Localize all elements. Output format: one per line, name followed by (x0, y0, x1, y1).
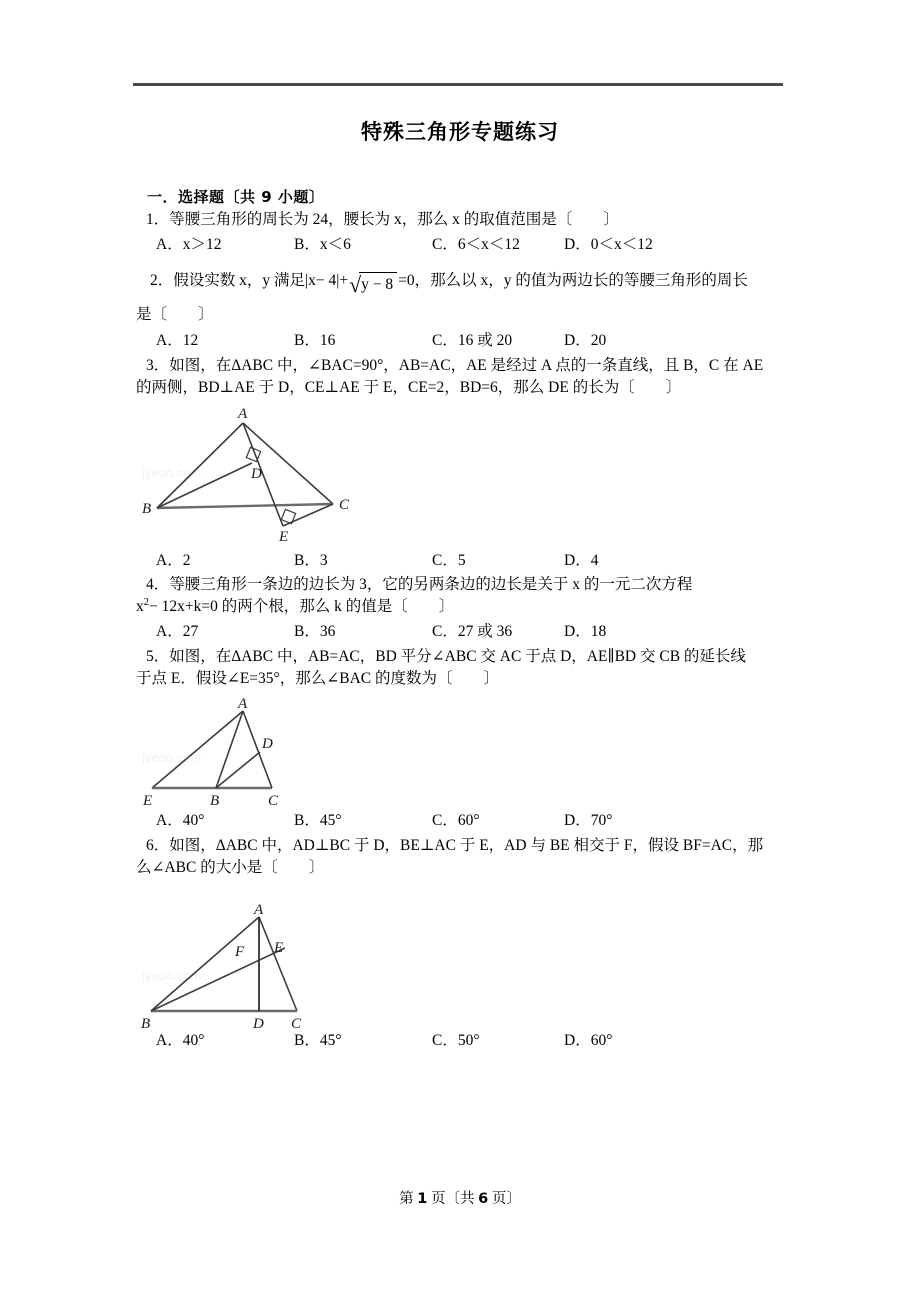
footer-prefix: 第 (399, 1191, 414, 1207)
option-c[interactable]: C．60° (432, 812, 480, 829)
vertex-label-e: E (274, 940, 284, 956)
vertex-label-d: D (253, 1016, 264, 1032)
option-d[interactable]: D．20 (564, 332, 607, 349)
figure-question-3 (140, 405, 370, 545)
option-b[interactable]: B．36 (294, 623, 336, 640)
radical-sign: √ (349, 272, 362, 297)
option-d[interactable]: D．0＜x＜12 (564, 236, 653, 253)
vertex-label-c: C (268, 793, 279, 809)
question-6-text-line-1: 6．如图，ΔABC 中，AD⊥BC 于 D，BE⊥AC 于 E，AD 与 BE 相交于 F，假设 BF=AC，那 (146, 837, 764, 854)
question-2-text-a: 2．假设实数 x，y 满足|x− 4|+ (150, 272, 349, 289)
option-d[interactable]: D．4 (564, 552, 599, 569)
page-footer (0, 1187, 920, 1208)
option-d[interactable]: D．18 (564, 623, 607, 640)
option-a[interactable]: A．x＞12 (156, 236, 222, 253)
page-title: 特殊三角形专题练习 (361, 120, 559, 144)
vertex-label-a: A (254, 902, 264, 918)
footer-suffix: 页〕 (491, 1191, 521, 1207)
header-divider (133, 83, 783, 86)
vertex-label-c: C (339, 497, 350, 513)
radicand: y − 8 (359, 272, 397, 296)
vertex-label-b: B (142, 501, 152, 517)
question-2-text-line-1 (150, 270, 748, 296)
footer-total-pages: 6 (478, 1191, 489, 1207)
option-a[interactable]: A．12 (156, 332, 199, 349)
option-a[interactable]: A．27 (156, 623, 199, 640)
option-b[interactable]: B．45° (294, 1032, 342, 1049)
square-root-expression (349, 272, 397, 296)
question-4-text-line-1: 4．等腰三角形一条边的边长为 3，它的另两条边的边长是关于 x 的一元二次方程 (146, 576, 693, 593)
question-5-text-line-2: 于点 E．假设∠E=35°，那么∠BAC 的度数为〔 〕 (136, 670, 499, 687)
vertex-label-e: E (279, 529, 289, 545)
option-c[interactable]: C．27 或 36 (432, 623, 513, 640)
option-b[interactable]: B．16 (294, 332, 336, 349)
figure-question-6 (140, 902, 320, 1033)
figure-question-5 (140, 696, 320, 810)
figure-watermark: jyeoo.com (142, 750, 202, 765)
option-b[interactable]: B．45° (294, 812, 342, 829)
question-3-text-line-2: 的两侧，BD⊥AE 于 D，CE⊥AE 于 E，CE=2，BD=6，那么 DE 的长为〔 〕 (136, 379, 682, 396)
option-a[interactable]: A．40° (156, 1032, 205, 1049)
question-3-text-line-1: 3．如图，在ΔABC 中，∠BAC=90°，AB=AC，AE 是经过 A 点的一条直线，且 B，C 在 AE (146, 357, 764, 374)
vertex-label-d: D (262, 736, 273, 752)
option-c[interactable]: C．16 或 20 (432, 332, 513, 349)
question-4-text-rest: − 12x+k=0 的两个根，那么 k 的值是〔 〕 (149, 598, 455, 615)
option-d[interactable]: D．70° (564, 812, 613, 829)
figure-watermark: jyeoo.com (142, 465, 202, 480)
footer-middle: 页〔共 (431, 1191, 475, 1207)
question-1-text: 1．等腰三角形的周长为 24，腰长为 x，那么 x 的取值范围是〔 〕 (146, 211, 619, 228)
question-2-text-line-2: 是〔 〕 (136, 306, 214, 323)
vertex-label-b: B (210, 793, 220, 809)
vertex-label-a: A (238, 696, 248, 712)
vertex-label-c: C (291, 1016, 302, 1032)
option-c[interactable]: C．50° (432, 1032, 480, 1049)
quadratic-term: $x^2$ (136, 596, 150, 615)
vertex-label-d: D (251, 466, 262, 482)
section-heading: 一．选择题〔共 9 小题〕 (147, 188, 325, 206)
question-4-text-line-2 (136, 596, 454, 618)
vertex-label-e: E (143, 793, 153, 809)
option-b[interactable]: B．x＜6 (294, 236, 351, 253)
question-2-text-b: =0，那么以 x，y 的值为两边长的等腰三角形的周长 (398, 272, 748, 289)
option-c[interactable]: C．6＜x＜12 (432, 236, 520, 253)
vertex-label-f: F (235, 944, 245, 960)
vertex-label-a: A (238, 406, 248, 422)
option-a[interactable]: A．40° (156, 812, 205, 829)
footer-page-number: 1 (417, 1191, 428, 1207)
vertex-label-b: B (141, 1016, 151, 1032)
option-a[interactable]: A．2 (156, 552, 191, 569)
option-d[interactable]: D．60° (564, 1032, 613, 1049)
option-c[interactable]: C．5 (432, 552, 466, 569)
option-b[interactable]: B．3 (294, 552, 328, 569)
question-6-text-line-2: 么∠ABC 的大小是〔 〕 (136, 859, 325, 876)
question-5-text-line-1: 5．如图，在ΔABC 中，AB=AC，BD 平分∠ABC 交 AC 于点 D，AE∥BD 交 CB 的延长线 (146, 648, 746, 665)
figure-watermark: jyeoo.com (142, 968, 202, 983)
